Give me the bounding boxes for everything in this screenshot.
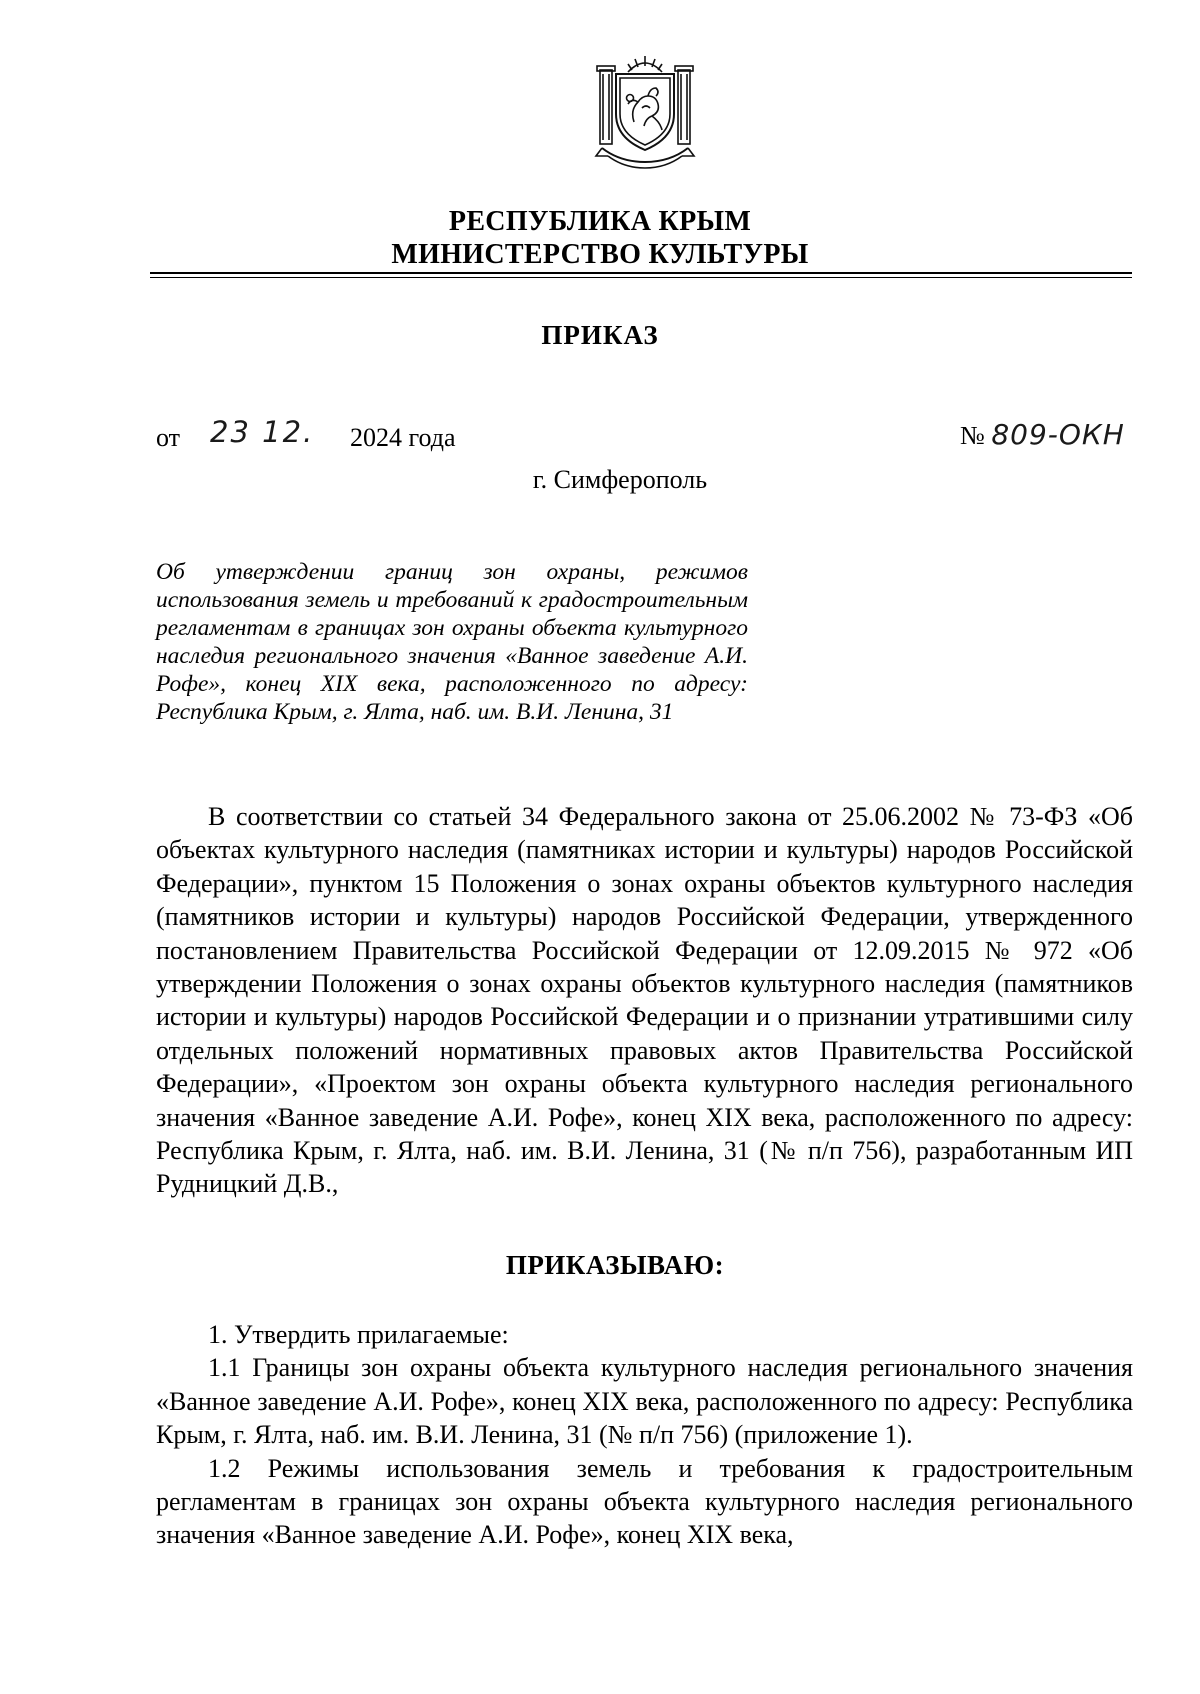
ministry-name: МИНИСТЕРСТВО КУЛЬТУРЫ (391, 239, 809, 270)
order-subject: Об утверждении границ зон охраны, режимов использования земель и требований к градостроительным регламентам в границах зон охраны объекта культурного наследия регионального значения «Ванное заведение А.И. Рофе», конец XIX века, расположенного по адресу: Республика Крым, г. Ялта, наб. им. В.И. Ленина, 31 (156, 559, 748, 725)
header-divider (150, 272, 1132, 274)
order-item: 1.2 Режимы использования земель и требования к градостроительным регламентам в границах зон охраны объекта культурного наследия регионального значения «Ванное заведение А.И. Рофе», конец XIX века, (156, 1453, 1133, 1550)
number-sign: № (960, 421, 985, 450)
date-prefix: от (156, 423, 181, 452)
order-item: 1. Утвердить прилагаемые: (208, 1320, 509, 1349)
order-item: 1.1 Границы зон охраны объекта культурного наследия регионального значения «Ванное заведение А.И. Рофе», конец XIX века, расположенного по адресу: Республика Крым, г. Ялта, наб. им. В.И. Ленина, 31 (№ п/п 756) (приложение 1). (156, 1353, 1133, 1450)
handwritten-date: 23 12. (210, 415, 315, 449)
header-divider-thin (150, 277, 1132, 278)
order-year: 2024 года (350, 423, 456, 452)
order-number (960, 418, 1125, 451)
order-items (156, 1318, 1133, 1552)
republic-name: РЕСПУБЛИКА КРЫМ (448, 206, 752, 237)
order-title: ПРИКАЗ (541, 320, 659, 350)
preamble-paragraph: В соответствии со статьей 34 Федерального закона от 25.06.2002 № 73-ФЗ «Об объектах культурного наследия (памятниках истории и культуры) народов Российской Федерации», пунктом 15 Положения о зонах охраны объектов культурного наследия (памятников истории и культуры) народов Российской Федерации, утвержденного постановлением Правительства Российской Федерации от 12.09.2015 № 972 «Об утверждении Положения о зонах охраны объектов культурного наследия (памятников истории и культуры) народов Российской Федерации и о признании утратившими силу отдельных положений нормативных правовых актов Правительства Российской Федерации», «Проектом зон охраны объекта культурного наследия регионального значения «Ванное заведение А.И. Рофе», конец XIX века, расположенного по адресу: Республика Крым, г. Ялта, наб. им. В.И. Ленина, 31 (№ п/п 756), разработанным ИП Рудницкий Д.В., (156, 802, 1133, 1199)
coat-of-arms-emblem (590, 52, 700, 174)
decree-heading: ПРИКАЗЫВАЮ: (505, 1250, 725, 1280)
city-name: г. Симферополь (532, 465, 708, 494)
handwritten-number: 809-ОКН (991, 418, 1125, 451)
